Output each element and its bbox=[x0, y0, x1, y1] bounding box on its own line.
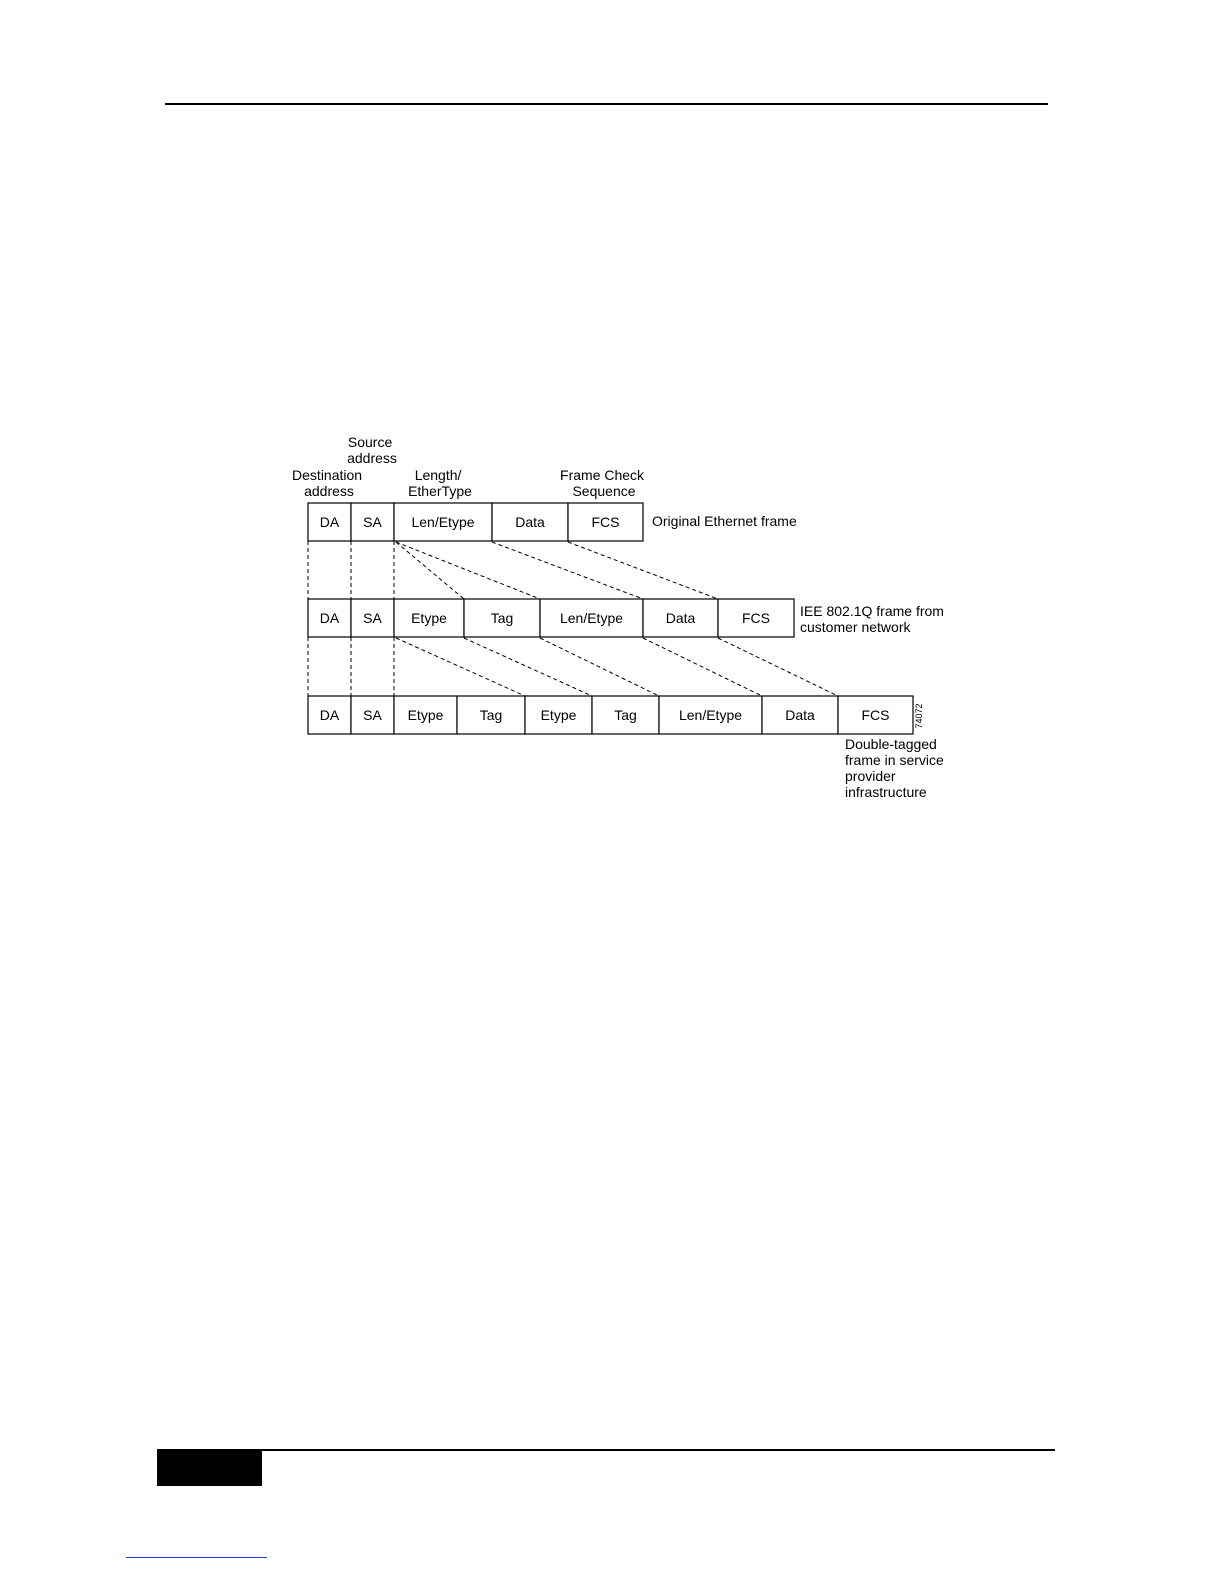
field-label: Len/Etype bbox=[559, 610, 624, 626]
field-label: Data bbox=[515, 514, 545, 530]
field-label: Etype bbox=[540, 707, 577, 723]
figure-id: 74072 bbox=[914, 703, 924, 729]
mapping-line bbox=[643, 638, 762, 696]
page-number-tab bbox=[157, 1449, 262, 1486]
double-tagged-frame-caption: Double-tagged frame in service provider infrastructure bbox=[845, 736, 944, 800]
field-label: Len/Etype bbox=[678, 707, 743, 723]
field-label: Data bbox=[665, 610, 696, 626]
mapping-line bbox=[492, 542, 643, 599]
field-label: FCS bbox=[742, 610, 770, 626]
dot1q-frame-caption: IEE 802.1Q frame from customer network bbox=[800, 603, 944, 635]
mapping-line bbox=[396, 542, 464, 599]
field-label: Etype bbox=[411, 610, 447, 626]
length-ethertype-label: Length/ EtherType bbox=[408, 467, 472, 499]
footer-link-underline bbox=[126, 1557, 267, 1558]
footer-rule bbox=[262, 1449, 1055, 1451]
field-label: SA bbox=[363, 610, 382, 626]
mapping-line bbox=[464, 638, 592, 696]
mapping-line bbox=[396, 638, 525, 696]
mapping-line bbox=[540, 638, 659, 696]
field-label: Tag bbox=[614, 707, 637, 723]
original-ethernet-frame bbox=[308, 503, 643, 541]
field-label: Etype bbox=[407, 707, 444, 723]
field-label: SA bbox=[363, 707, 382, 723]
field-label: Len/Etype bbox=[411, 514, 475, 530]
source-address-label: Source address bbox=[347, 434, 397, 466]
field-label: FCS bbox=[591, 514, 620, 530]
mapping-line bbox=[568, 542, 718, 599]
original-frame-caption: Original Ethernet frame bbox=[652, 513, 797, 529]
field-label: Tag bbox=[490, 610, 514, 626]
field-label: DA bbox=[319, 514, 340, 530]
field-label: Data bbox=[785, 707, 815, 723]
field-label: DA bbox=[319, 707, 340, 723]
double-tagged-frame bbox=[308, 696, 913, 734]
mapping-line bbox=[396, 542, 540, 599]
field-label: SA bbox=[363, 514, 382, 530]
field-label: Tag bbox=[479, 707, 503, 723]
destination-address-label: Destination address bbox=[292, 467, 363, 499]
mapping-line bbox=[718, 638, 838, 696]
dot1q-frame bbox=[308, 599, 794, 637]
field-label: DA bbox=[319, 610, 340, 626]
field-label: FCS bbox=[861, 707, 890, 723]
frame-check-sequence-label: Frame Check Sequence bbox=[560, 467, 645, 499]
